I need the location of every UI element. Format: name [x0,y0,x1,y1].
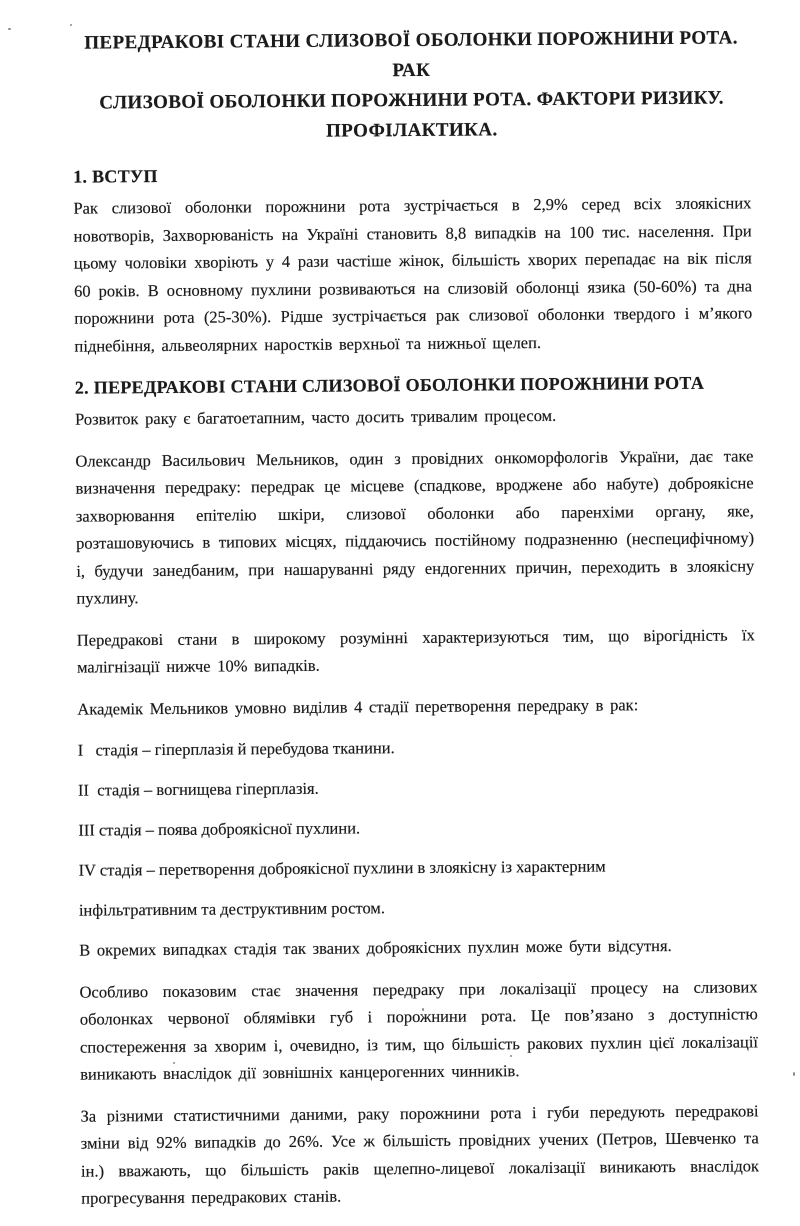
scan-speck [793,1072,795,1076]
document-content [72,23,759,1226]
document-title-line-1: ПЕРЕДРАКОВІ СТАНИ СЛИЗОВОЇ ОБОЛОНКИ ПОРОЖНИНИ РОТА. РАК [84,27,738,82]
section-2-heading: 2. ПЕРЕДРАКОВІ СТАНИ СЛИЗОВОЇ ОБОЛОНКИ ПОРОЖНИНИ РОТА [74,372,705,398]
section-2-paragraph-7: За різними статистичними даними, раку порожнини рота і губи передують передракові зміни від 92% випадків до 26%. Усе ж більшість провідних учених (Петров, Шевченко та ін.) вважають, що більшість раків щелепно-лицевої локалізації виникають внаслідок прогресування передракових станів. [80,1100,760,1208]
scan-speck [8,28,11,30]
stage-line-4-continued: інфільтративним та деструктивним ростом. [78,898,386,920]
section-2-paragraph-5: В окремих випадках стадія так званих доброякісних пухлин може бути відсутня. [79,935,672,960]
document-title-line-3: ПРОФІЛАКТИКА. [325,119,498,142]
stage-line-4: IV стадія – перетворення доброякісної пухлини в злоякісну із характерним [78,856,606,880]
stage-line-3: III стадія – поява доброякісної пухлини. [78,818,361,840]
section-1-heading: 1. ВСТУП [73,165,158,187]
scan-speck [70,24,72,26]
section-2-paragraph-3: Передракові стани в широкому розумінні характеризуються тим, що вірогідність їх малігнізації нижче 10% випадків. [76,624,755,677]
section-2-paragraph-4: Академік Мельников умовно виділив 4 стадії перетворення передраку в рак: [77,694,639,719]
section-2-paragraph-6: Особливо показовим стає значення передраку при локалізації процесу на слизових оболонках червоної облямівки губ і порожнини рота. Це пов’язано з доступністю спостереження за хворим і, очевидно, із тим, що більшість ракових пухлин цієї локалізації виникають внаслідок дії зовнішніх канцерогенних чинників. [79,976,759,1084]
section-1-paragraph-1: Рак слизової оболонки порожнини рота зустрічається в 2,9% серед всіх злоякісних новотворів, Захворюваність на Україні становить 8,8 випадків на 100 тис. населення. При цьому чоловіки хворіють у 4 рази частіше жінок, більшість хворих перепадає на вік після 60 років. В основному пухлини розвиваються на слизовій оболонці язика (50-60%) та дна порожнини рота (25-30%). Рідше зустрічається рак слизової оболонки твердого і м’якого піднебіння, альвеолярних наростків верхньої та нижньої щелеп. [73,193,753,356]
section-2-paragraph-2: Олександр Васильович Мельников, один з провідних онкоморфологів України, дає таке визначення передраку: передрак це місцеве (спадкове, вроджене або набуте) доброякісне захворювання епітелію шкіри, слизової оболонки або паренхіми органу, яке, розташовуючись в типових місцях, піддаючись постійному подразненню (неспецифічному) і, будучи занедбаним, при нашаруванні ряду ендогенних причин, переходить в злоякісну пухлину. [75,445,755,608]
document-title [72,23,751,148]
stage-line-1: I стадія – гіперплазія й перебудова тканини. [77,738,395,760]
document-title-line-2: СЛИЗОВОЇ ОБОЛОНКИ ПОРОЖНИНИ РОТА. ФАКТОРИ РИЗИКУ. [99,87,724,114]
section-2-paragraph-1: Розвиток раку є багатоетапним, часто досить тривалим процесом. [75,405,557,429]
stage-line-2: II стадія – вогнищева гіперплазія. [77,778,319,800]
